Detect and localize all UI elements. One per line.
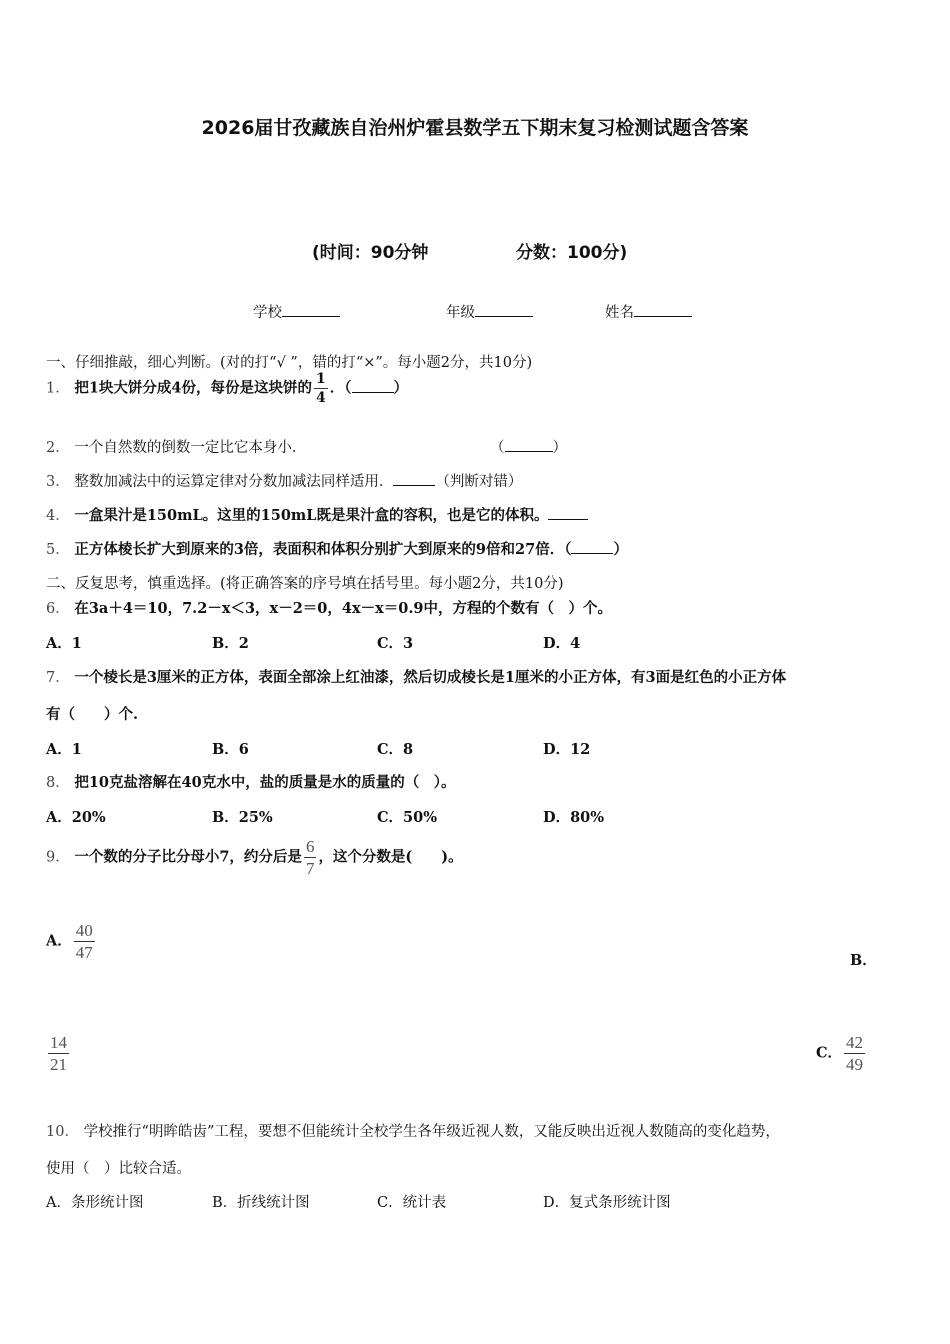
fraction-numerator: 14	[50, 1033, 67, 1052]
question-5	[46, 538, 628, 559]
question-8	[46, 771, 455, 792]
question-number: 4．	[46, 508, 70, 524]
question-text: 整数加减法中的运算定律对分数加减法同样适用．	[74, 474, 394, 490]
question-text: 一盒果汁是150mL。这里的150mL既是果汁盒的容积，也是它的体积。	[74, 507, 549, 524]
question-number: 1．	[46, 380, 70, 397]
section1-heading: 一、仔细推敲，细心判断。(对的打“√ ”，错的打“×”。每小题2分，共10分)	[46, 355, 533, 371]
option-a: A．条形统计图	[46, 1195, 144, 1211]
option-d: D．80%	[543, 809, 605, 826]
question-7-line2: 有（ ）个.	[46, 706, 139, 723]
option-c	[816, 1034, 867, 1073]
question-6	[46, 597, 612, 618]
section2-heading: 二、反复思考，慎重选择。(将正确答案的序号填在括号里。每小题2分，共10分)	[46, 576, 564, 592]
question-number: 7．	[46, 670, 70, 686]
option-b-label: B．	[850, 952, 877, 969]
fraction	[844, 1034, 865, 1073]
answer-blank	[352, 380, 394, 393]
answer-blank	[505, 439, 553, 452]
exam-score: 分数：100分)	[516, 243, 628, 263]
question-text: 正方体棱长扩大到原来的3倍，表面积和体积分别扩大到原来的9倍和27倍．（	[74, 541, 572, 558]
fraction	[74, 922, 95, 961]
fraction	[314, 372, 328, 405]
paren-close: ）	[552, 440, 567, 456]
name-label: 姓名	[605, 305, 634, 321]
question-number: 5．	[46, 542, 70, 558]
question-text: 把10克盐溶解在40克水中，盐的质量是水的质量的（ ）。	[74, 774, 456, 791]
option-d: D．4	[543, 635, 581, 652]
question-tail: ．（	[329, 379, 352, 397]
question-3	[46, 470, 522, 491]
school-field	[253, 301, 340, 322]
question-7	[46, 666, 786, 687]
option-c: C．8	[377, 741, 414, 758]
option-c: C．统计表	[377, 1195, 447, 1211]
option-c: C．3	[377, 635, 414, 652]
option-a: A．1	[46, 741, 82, 758]
option-label: C．	[816, 1044, 843, 1062]
paren-close: ）	[613, 541, 628, 558]
question-tail: （判断对错）	[435, 474, 523, 490]
option-a	[46, 922, 97, 961]
school-blank	[282, 304, 340, 317]
option-b: B．2	[212, 635, 249, 652]
option-d: D．12	[543, 741, 591, 758]
question-1	[46, 372, 408, 405]
question-number: 6．	[46, 601, 70, 617]
answer-blank	[571, 541, 613, 554]
option-b-value	[46, 1034, 71, 1073]
option-b: B．6	[212, 741, 249, 758]
option-d: D．复式条形统计图	[543, 1195, 671, 1211]
name-field	[605, 301, 692, 322]
fraction-denominator: 4	[316, 390, 326, 406]
question-number: 9．	[46, 849, 70, 866]
question-9	[46, 838, 463, 877]
option-label: A．	[46, 932, 72, 950]
fraction-denominator: 47	[75, 943, 93, 962]
fraction-denominator: 49	[846, 1055, 864, 1074]
question-text: 把1块大饼分成4份，每份是这块饼的	[74, 379, 313, 397]
question-text-line1: 学校推行“明眸皓齿”工程，要想不但能统计全校学生各年级近视人数，又能反映出近视人数随高的变化趋势，	[83, 1124, 780, 1140]
question-text: 在3a＋4＝10，7.2－x＜3，x－2＝0，4x－x＝0.9中，方程的个数有（ ）个。	[74, 600, 612, 617]
option-a: A．1	[46, 635, 82, 652]
question-tail: ，这个分数是( )。	[318, 848, 463, 866]
fraction-denominator: 21	[50, 1055, 67, 1074]
question-text-line1: 一个棱长是3厘米的正方体，表面全部涂上红油漆，然后切成棱长是1厘米的小正方体，有3面是红色的小正方体	[74, 669, 787, 686]
fraction-numerator: 42	[846, 1033, 864, 1052]
question-4	[46, 504, 588, 525]
question-text: 一个自然数的倒数一定比它本身小．	[74, 440, 307, 456]
question-number: 3．	[46, 474, 70, 490]
document-title: 2026届甘孜藏族自治州炉霍县数学五下期末复习检测试题含答案	[201, 117, 749, 139]
paren-open: （	[490, 440, 505, 456]
fraction-numerator: 6	[305, 837, 315, 856]
question-number: 2．	[46, 440, 70, 456]
question-number: 10．	[46, 1124, 79, 1140]
name-blank	[634, 304, 692, 317]
grade-blank	[475, 304, 533, 317]
question-10-line2: 使用（ ）比较合适。	[46, 1161, 191, 1177]
question-10	[46, 1120, 780, 1141]
fraction-denominator: 7	[305, 859, 315, 878]
fraction-numerator: 40	[75, 921, 93, 940]
school-label: 学校	[253, 305, 282, 321]
fraction	[48, 1034, 69, 1073]
option-c: C．50%	[377, 809, 437, 826]
fraction	[304, 838, 317, 877]
option-a: A．20%	[46, 809, 106, 826]
fraction-numerator: 1	[316, 371, 326, 387]
grade-field	[446, 301, 533, 322]
option-b: B．25%	[212, 809, 273, 826]
answer-blank	[393, 473, 435, 486]
option-b: B．折线统计图	[212, 1195, 310, 1211]
question-text: 一个数的分子比分母小7，约分后是	[74, 848, 302, 866]
paren-close: ）	[393, 379, 409, 397]
answer-blank	[548, 507, 588, 520]
grade-label: 年级	[446, 305, 475, 321]
question-2-answer	[490, 436, 567, 457]
question-2	[46, 436, 306, 457]
exam-time: (时间：90分钟	[312, 243, 429, 263]
question-number: 8．	[46, 775, 70, 791]
